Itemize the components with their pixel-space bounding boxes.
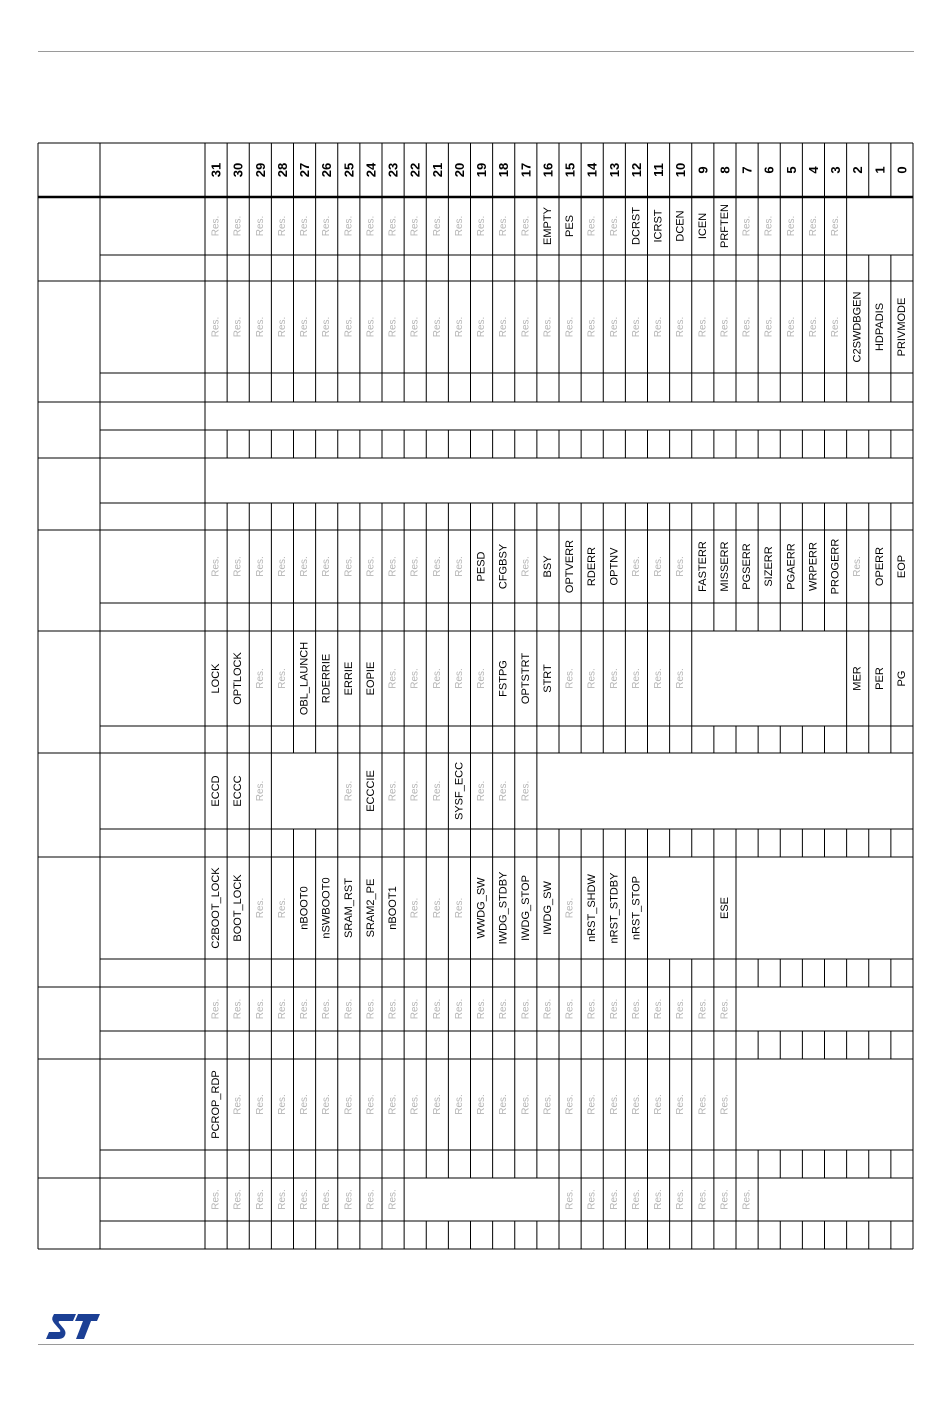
reserved-field: Res. bbox=[431, 780, 443, 802]
field-label: OPTNV bbox=[608, 547, 621, 586]
reserved-field: Res. bbox=[232, 556, 244, 577]
reserved-field: Res. bbox=[431, 316, 443, 338]
bit-number-header: 11 bbox=[651, 163, 667, 177]
reserved-field: Res. bbox=[763, 316, 775, 338]
reserved-field: Res. bbox=[276, 316, 288, 338]
reserved-field: Res. bbox=[630, 668, 642, 689]
reserved-field: Res. bbox=[321, 1189, 333, 1210]
reserved-field: Res. bbox=[299, 1189, 311, 1210]
st-logo-s bbox=[46, 1314, 76, 1339]
reserved-field: Res. bbox=[564, 897, 576, 919]
reserved-field: Res. bbox=[453, 668, 465, 689]
reserved-field: Res. bbox=[343, 215, 355, 237]
reserved-field: Res. bbox=[210, 556, 222, 577]
field-label: IWDG_STDBY bbox=[497, 871, 510, 945]
bit-number-header: 21 bbox=[429, 162, 445, 178]
reserved-field: Res. bbox=[476, 215, 488, 237]
field-label: SIZERR bbox=[763, 546, 776, 587]
st-logo-t bbox=[75, 1314, 100, 1339]
reserved-field: Res. bbox=[830, 316, 842, 338]
field-label: OPTSTRT bbox=[519, 652, 532, 705]
field-label: ERRIE bbox=[342, 661, 355, 696]
field-label: EOP bbox=[895, 554, 908, 579]
reserved-field: Res. bbox=[409, 556, 421, 577]
reserved-field: Res. bbox=[453, 215, 465, 237]
reserved-field: Res. bbox=[586, 316, 598, 338]
reserved-field: Res. bbox=[431, 668, 443, 689]
reserved-field: Res. bbox=[299, 316, 311, 338]
field-label: ECCC bbox=[232, 775, 245, 807]
field-label: WWDG_SW bbox=[475, 877, 488, 939]
reserved-field: Res. bbox=[498, 998, 510, 1020]
field-label: OBL_LAUNCH bbox=[298, 641, 311, 716]
reserved-field: Res. bbox=[476, 316, 488, 338]
reserved-field: Res. bbox=[653, 668, 665, 689]
field-label: PG bbox=[895, 670, 908, 687]
reserved-field: Res. bbox=[520, 780, 532, 802]
reserved-field: Res. bbox=[653, 998, 665, 1020]
reserved-field: Res. bbox=[586, 1189, 598, 1210]
reserved-field: Res. bbox=[453, 897, 465, 919]
reserved-field: Res. bbox=[564, 1189, 576, 1210]
field-label: SYSF_ECC bbox=[453, 761, 466, 821]
reserved-field: Res. bbox=[210, 1189, 222, 1210]
reserved-field: Res. bbox=[719, 1094, 731, 1115]
reserved-field: Res. bbox=[498, 1094, 510, 1115]
reserved-field: Res. bbox=[498, 316, 510, 338]
reserved-field: Res. bbox=[476, 998, 488, 1020]
reserved-field: Res. bbox=[719, 998, 731, 1020]
field-label: MER bbox=[851, 666, 864, 691]
reserved-field: Res. bbox=[321, 556, 333, 577]
bit-number-header: 16 bbox=[540, 162, 556, 178]
bit-number-header: 24 bbox=[363, 162, 379, 178]
reserved-field: Res. bbox=[299, 1094, 311, 1115]
bit-number-header: 15 bbox=[562, 162, 578, 178]
reserved-field: Res. bbox=[476, 780, 488, 802]
reserved-field: Res. bbox=[608, 316, 620, 338]
reserved-field: Res. bbox=[254, 215, 266, 237]
reserved-field: Res. bbox=[675, 556, 687, 577]
reserved-field: Res. bbox=[697, 1094, 709, 1115]
reserved-field: Res. bbox=[763, 215, 775, 237]
field-label: CFGBSY bbox=[497, 543, 510, 590]
reserved-field: Res. bbox=[608, 215, 620, 237]
reserved-field: Res. bbox=[387, 668, 399, 689]
reserved-field: Res. bbox=[365, 556, 377, 577]
bit-number-header: 19 bbox=[474, 162, 490, 178]
reserved-field: Res. bbox=[785, 316, 797, 338]
reserved-field: Res. bbox=[520, 556, 532, 577]
reserved-field: Res. bbox=[431, 998, 443, 1020]
reserved-field: Res. bbox=[807, 316, 819, 338]
reserved-field: Res. bbox=[409, 668, 421, 689]
field-label: LOCK bbox=[210, 663, 223, 694]
reserved-field: Res. bbox=[210, 316, 222, 338]
reserved-field: Res. bbox=[542, 998, 554, 1020]
bit-number-header: 22 bbox=[407, 162, 423, 178]
reserved-field: Res. bbox=[453, 998, 465, 1020]
reserved-field: Res. bbox=[232, 316, 244, 338]
reserved-field: Res. bbox=[564, 998, 576, 1020]
field-label: nRST_STOP bbox=[630, 876, 643, 940]
reserved-field: Res. bbox=[586, 215, 598, 237]
field-label: DCRST bbox=[630, 207, 643, 245]
reserved-field: Res. bbox=[254, 1189, 266, 1210]
bottom-rule bbox=[38, 1344, 914, 1345]
field-label: FASTERR bbox=[696, 541, 709, 592]
reserved-field: Res. bbox=[697, 316, 709, 338]
reserved-field: Res. bbox=[476, 1094, 488, 1115]
bit-number-header: 23 bbox=[385, 162, 401, 178]
reserved-field: Res. bbox=[653, 1094, 665, 1115]
reserved-field: Res. bbox=[387, 556, 399, 577]
bit-number-header: 5 bbox=[783, 166, 799, 174]
reserved-field: Res. bbox=[276, 215, 288, 237]
field-label: EMPTY bbox=[541, 207, 554, 245]
bit-number-header: 10 bbox=[673, 162, 689, 178]
reserved-field: Res. bbox=[453, 556, 465, 577]
bit-number-header: 0 bbox=[894, 166, 910, 174]
bit-number-header: 7 bbox=[739, 166, 755, 174]
field-label: ECCCIE bbox=[364, 770, 377, 812]
bit-number-header: 29 bbox=[252, 162, 268, 178]
reserved-field: Res. bbox=[387, 1094, 399, 1115]
reserved-field: Res. bbox=[387, 998, 399, 1020]
field-label: EOPIE bbox=[364, 661, 377, 696]
reserved-field: Res. bbox=[697, 1189, 709, 1210]
field-label: C2SWDBGEN bbox=[851, 291, 864, 363]
reserved-field: Res. bbox=[254, 998, 266, 1020]
reserved-field: Res. bbox=[608, 998, 620, 1020]
bit-number-header: 4 bbox=[805, 166, 821, 174]
reserved-field: Res. bbox=[741, 1189, 753, 1210]
reserved-field: Res. bbox=[542, 316, 554, 338]
reserved-field: Res. bbox=[719, 316, 731, 338]
reserved-field: Res. bbox=[343, 1189, 355, 1210]
field-label: PRIVMODE bbox=[895, 297, 908, 357]
reserved-field: Res. bbox=[431, 215, 443, 237]
reserved-field: Res. bbox=[476, 668, 488, 689]
reserved-field: Res. bbox=[653, 316, 665, 338]
field-label: PESD bbox=[475, 551, 488, 582]
bit-number-header: 3 bbox=[828, 166, 844, 174]
bit-number-header: 31 bbox=[208, 162, 224, 178]
reserved-field: Res. bbox=[321, 316, 333, 338]
reserved-field: Res. bbox=[254, 316, 266, 338]
field-label: nBOOT1 bbox=[387, 886, 400, 930]
reserved-field: Res. bbox=[343, 998, 355, 1020]
reserved-field: Res. bbox=[675, 1094, 687, 1115]
st-logo bbox=[42, 1310, 102, 1342]
field-label: nBOOT0 bbox=[298, 886, 311, 930]
field-label: ESE bbox=[718, 896, 731, 920]
reserved-field: Res. bbox=[520, 1094, 532, 1115]
field-label: nRST_SHDW bbox=[586, 874, 599, 942]
reserved-field: Res. bbox=[365, 1094, 377, 1115]
reserved-field: Res. bbox=[741, 215, 753, 237]
reserved-field: Res. bbox=[675, 668, 687, 689]
reserved-field: Res. bbox=[387, 1189, 399, 1210]
field-label: SRAM2_PE bbox=[364, 878, 377, 938]
reserved-field: Res. bbox=[321, 215, 333, 237]
reserved-field: Res. bbox=[254, 668, 266, 689]
reserved-field: Res. bbox=[520, 316, 532, 338]
reserved-field: Res. bbox=[387, 215, 399, 237]
bit-number-header: 30 bbox=[230, 162, 246, 178]
bit-number-header: 14 bbox=[584, 162, 600, 178]
reserved-field: Res. bbox=[564, 1094, 576, 1115]
field-label: OPTLOCK bbox=[232, 652, 245, 705]
field-label: ICRST bbox=[652, 209, 665, 243]
reserved-field: Res. bbox=[343, 556, 355, 577]
reserved-field: Res. bbox=[276, 1094, 288, 1115]
reserved-field: Res. bbox=[321, 1094, 333, 1115]
reserved-field: Res. bbox=[254, 1094, 266, 1115]
reserved-field: Res. bbox=[365, 998, 377, 1020]
bit-number-header: 17 bbox=[518, 162, 534, 178]
reserved-field: Res. bbox=[608, 1094, 620, 1115]
reserved-field: Res. bbox=[675, 1189, 687, 1210]
reserved-field: Res. bbox=[564, 668, 576, 689]
reserved-field: Res. bbox=[387, 780, 399, 802]
field-label: MISSERR bbox=[718, 541, 731, 592]
reserved-field: Res. bbox=[431, 556, 443, 577]
field-label: BSY bbox=[541, 555, 554, 578]
field-label: PES bbox=[564, 214, 577, 238]
bit-number-header: 8 bbox=[717, 166, 733, 174]
bit-number-header: 26 bbox=[319, 162, 335, 178]
reserved-field: Res. bbox=[852, 556, 864, 577]
bit-number-header: 28 bbox=[274, 162, 290, 178]
reserved-field: Res. bbox=[498, 215, 510, 237]
reserved-field: Res. bbox=[365, 1189, 377, 1210]
field-label: DCEN bbox=[674, 210, 687, 242]
reserved-field: Res. bbox=[409, 1094, 421, 1115]
reserved-field: Res. bbox=[453, 316, 465, 338]
field-label: STRT bbox=[541, 664, 554, 693]
reserved-field: Res. bbox=[785, 215, 797, 237]
reserved-field: Res. bbox=[254, 897, 266, 919]
reserved-field: Res. bbox=[431, 1094, 443, 1115]
reserved-field: Res. bbox=[807, 215, 819, 237]
reserved-field: Res. bbox=[675, 998, 687, 1020]
reserved-field: Res. bbox=[299, 556, 311, 577]
reserved-field: Res. bbox=[232, 215, 244, 237]
reserved-field: Res. bbox=[608, 1189, 620, 1210]
reserved-field: Res. bbox=[276, 668, 288, 689]
reserved-field: Res. bbox=[630, 1094, 642, 1115]
field-label: PCROP_RDP bbox=[210, 1070, 223, 1139]
reserved-field: Res. bbox=[299, 998, 311, 1020]
bit-number-header: 2 bbox=[850, 166, 866, 174]
field-label: WRPERR bbox=[807, 542, 820, 591]
reserved-field: Res. bbox=[830, 215, 842, 237]
bit-number-header: 6 bbox=[761, 166, 777, 174]
field-label: RDERRIE bbox=[320, 653, 333, 704]
field-label: ICEN bbox=[696, 212, 709, 240]
bit-number-header: 12 bbox=[628, 162, 644, 178]
reserved-field: Res. bbox=[586, 1094, 598, 1115]
reserved-field: Res. bbox=[675, 316, 687, 338]
field-label: RDERR bbox=[586, 546, 599, 587]
field-label: ECCD bbox=[210, 775, 223, 807]
field-label: OPTVERR bbox=[564, 539, 577, 594]
bit-number-header: 27 bbox=[297, 162, 313, 178]
field-label: HDPADIS bbox=[873, 302, 886, 352]
reserved-field: Res. bbox=[409, 316, 421, 338]
reserved-field: Res. bbox=[697, 998, 709, 1020]
reserved-field: Res. bbox=[542, 1094, 554, 1115]
bit-number-header: 20 bbox=[451, 162, 467, 178]
reserved-field: Res. bbox=[653, 1189, 665, 1210]
reserved-field: Res. bbox=[409, 998, 421, 1020]
reserved-field: Res. bbox=[630, 316, 642, 338]
reserved-field: Res. bbox=[321, 998, 333, 1020]
reserved-field: Res. bbox=[409, 215, 421, 237]
reserved-field: Res. bbox=[741, 316, 753, 338]
reserved-field: Res. bbox=[365, 316, 377, 338]
bit-number-header: 9 bbox=[695, 166, 711, 174]
field-label: PER bbox=[873, 667, 886, 690]
reserved-field: Res. bbox=[564, 316, 576, 338]
reserved-field: Res. bbox=[630, 556, 642, 577]
reserved-field: Res. bbox=[520, 215, 532, 237]
reserved-field: Res. bbox=[520, 998, 532, 1020]
reserved-field: Res. bbox=[343, 1094, 355, 1115]
bit-number-header: 25 bbox=[341, 162, 357, 178]
field-label: SRAM_RST bbox=[342, 878, 355, 938]
field-label: PROGERR bbox=[829, 538, 842, 595]
reserved-field: Res. bbox=[387, 316, 399, 338]
reserved-field: Res. bbox=[232, 1094, 244, 1115]
reserved-field: Res. bbox=[498, 780, 510, 802]
reserved-field: Res. bbox=[276, 1189, 288, 1210]
field-label: nRST_STDBY bbox=[608, 872, 621, 944]
reserved-field: Res. bbox=[630, 998, 642, 1020]
reserved-field: Res. bbox=[431, 897, 443, 919]
reserved-field: Res. bbox=[409, 897, 421, 919]
reserved-field: Res. bbox=[254, 780, 266, 802]
reserved-field: Res. bbox=[453, 1094, 465, 1115]
bit-number-header: 13 bbox=[606, 162, 622, 178]
reserved-field: Res. bbox=[719, 1189, 731, 1210]
field-label: nSWBOOT0 bbox=[320, 877, 333, 939]
reserved-field: Res. bbox=[630, 1189, 642, 1210]
field-label: OPERR bbox=[873, 546, 886, 587]
reserved-field: Res. bbox=[653, 556, 665, 577]
field-label: IWDG_SW bbox=[541, 881, 554, 935]
reserved-field: Res. bbox=[343, 316, 355, 338]
reserved-field: Res. bbox=[276, 998, 288, 1020]
reserved-field: Res. bbox=[210, 215, 222, 237]
reserved-field: Res. bbox=[232, 998, 244, 1020]
field-label: IWDG_STOP bbox=[519, 875, 532, 941]
field-label: BOOT_LOCK bbox=[232, 874, 245, 942]
reserved-field: Res. bbox=[608, 668, 620, 689]
bit-number-header: 18 bbox=[496, 162, 512, 178]
reserved-field: Res. bbox=[232, 1189, 244, 1210]
reserved-field: Res. bbox=[210, 998, 222, 1020]
bit-number-header: 1 bbox=[872, 166, 888, 174]
field-label: PGSERR bbox=[741, 543, 754, 590]
reserved-field: Res. bbox=[343, 780, 355, 802]
field-label: PGAERR bbox=[785, 543, 798, 590]
field-label: PRFTEN bbox=[718, 204, 731, 248]
reserved-field: Res. bbox=[409, 780, 421, 802]
reserved-field: Res. bbox=[299, 215, 311, 237]
reserved-field: Res. bbox=[276, 556, 288, 577]
reserved-field: Res. bbox=[586, 998, 598, 1020]
reserved-field: Res. bbox=[276, 897, 288, 919]
reserved-field: Res. bbox=[365, 215, 377, 237]
field-label: FSTPG bbox=[497, 660, 510, 697]
field-label: C2BOOT_LOCK bbox=[210, 867, 223, 949]
reserved-field: Res. bbox=[254, 556, 266, 577]
reserved-field: Res. bbox=[586, 668, 598, 689]
